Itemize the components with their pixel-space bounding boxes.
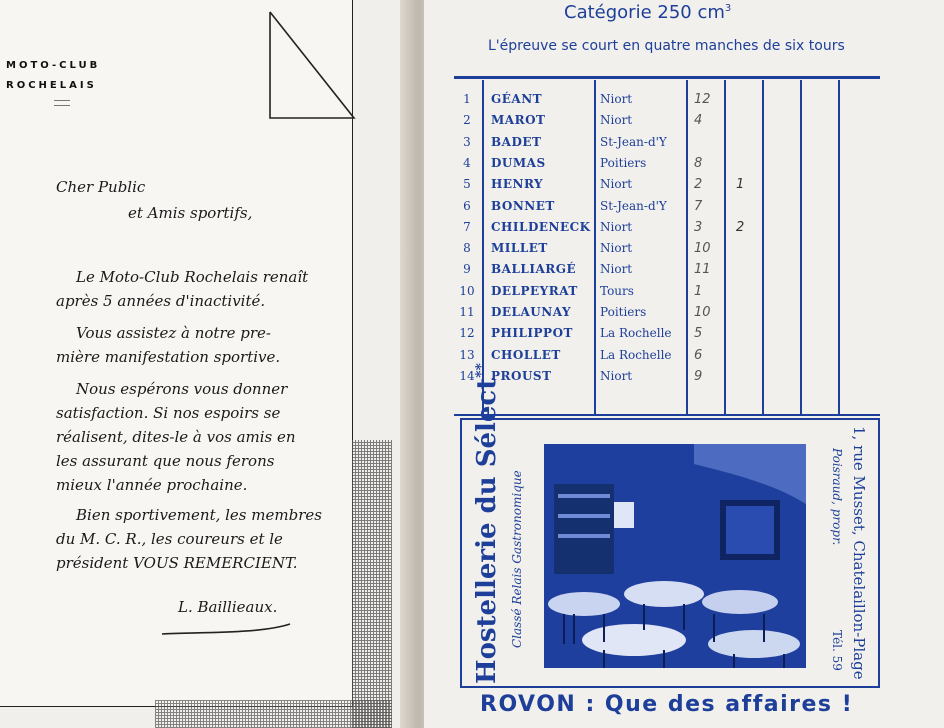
table-row: [424, 326, 884, 347]
para3-line5: mieux l'année prochaine.: [56, 476, 248, 494]
rider-name: GÉANT: [491, 92, 543, 106]
signature-underline: [160, 618, 300, 638]
heat1-result: 8: [694, 155, 703, 171]
heat1-result: 6: [694, 347, 703, 363]
para3-line1: Nous espérons vous donner: [76, 380, 288, 398]
rider-number: 10: [459, 283, 475, 298]
greeting-line2: et Amis sportifs,: [128, 204, 253, 222]
heat1-result: 7: [694, 198, 703, 214]
heat1-result: 10: [694, 305, 711, 320]
table-bottom-rule: [454, 414, 880, 416]
ad-hotel-stars: **: [473, 363, 490, 378]
rider-number: 3: [463, 134, 471, 149]
table-row: [424, 262, 884, 283]
ad-telephone: Tél. 59: [830, 630, 844, 671]
club-name-line1: MOTO-CLUB: [6, 60, 101, 71]
rider-number: 12: [459, 326, 475, 341]
rider-city: Niort: [600, 92, 633, 106]
ad-hotel-name-text: Hostellerie du Sélect: [472, 377, 502, 684]
rider-name: PHILIPPOT: [491, 326, 573, 341]
rider-number: 11: [459, 305, 475, 319]
rider-name: CHILDENECK: [491, 219, 591, 234]
heat1-result: 9: [694, 368, 703, 384]
ad-address: 1, rue Musset, Chatelaillon-Plage: [850, 426, 868, 680]
rider-name: DELAUNAY: [491, 305, 572, 319]
heat2-result: 2: [736, 219, 745, 235]
ad-owner: Poisraud, propr.: [830, 448, 844, 546]
rider-name: DELPEYRAT: [491, 283, 578, 298]
rider-number: 5: [463, 177, 471, 192]
category-subtitle: L'épreuve se court en quatre manches de six tours: [488, 38, 845, 54]
rider-name: BALLIARGÉ: [491, 262, 577, 277]
rider-name: DUMAS: [491, 155, 546, 170]
table-row: [424, 220, 884, 241]
table-row: [424, 113, 884, 134]
para1-line1: Le Moto-Club Rochelais renaît: [76, 268, 309, 286]
hatched-shadow-bottom: [155, 700, 392, 728]
rider-number: 8: [463, 241, 471, 256]
signature: L. Baillieaux.: [178, 598, 278, 616]
hatched-shadow-right: [352, 440, 392, 728]
rider-city: Poitiers: [600, 155, 647, 170]
rider-name: MILLET: [491, 241, 548, 256]
table-row: [424, 177, 884, 198]
greeting-line1: Cher Public: [56, 178, 146, 196]
restaurant-photo: [544, 444, 806, 668]
rider-number: 7: [463, 219, 471, 234]
rider-number: 2: [463, 113, 471, 128]
rider-city: Niort: [600, 113, 633, 128]
table-row: [424, 156, 884, 177]
ad-top-rule: [460, 418, 880, 420]
rider-city: Poitiers: [600, 305, 647, 319]
rider-number: 13: [459, 347, 475, 362]
rider-number: 9: [463, 262, 471, 277]
rider-city: Tours: [600, 283, 634, 298]
table-row: [424, 305, 884, 326]
para3-line2: satisfaction. Si nos espoirs se: [56, 404, 281, 422]
heat1-result: 1: [694, 283, 703, 299]
rider-city: Niort: [600, 368, 633, 383]
rider-number: 1: [463, 92, 471, 106]
rider-city: Niort: [600, 177, 633, 192]
right-page: [424, 0, 944, 728]
table-row: [424, 92, 884, 113]
rider-city: St-Jean-d'Y: [600, 198, 667, 213]
rider-name: MAROT: [491, 113, 546, 128]
rider-city: St-Jean-d'Y: [600, 134, 667, 149]
rider-city: La Rochelle: [600, 347, 672, 362]
rider-city: Niort: [600, 262, 633, 277]
category-title-text: Catégorie 250 cm: [564, 2, 725, 23]
para3-line3: réalisent, dites-le à vos amis en: [56, 428, 296, 446]
para2-line2: mière manifestation sportive.: [56, 348, 281, 366]
rider-name: PROUST: [491, 368, 552, 383]
table-row: [424, 284, 884, 305]
rider-name: BONNET: [491, 198, 555, 213]
rider-name: CHOLLET: [491, 347, 561, 362]
heat2-result: 1: [736, 177, 745, 193]
rider-name: BADET: [491, 134, 542, 149]
heat1-result: 5: [694, 326, 703, 342]
ad-tagline: Classé Relais Gastronomique: [510, 470, 524, 648]
para1-line2: après 5 années d'inactivité.: [56, 292, 266, 310]
restaurant-photo-graphic: [544, 444, 806, 668]
table-top-rule: [454, 76, 880, 79]
footer-advert: ROVON : Que des affaires !: [480, 692, 854, 717]
rider-number: 14: [459, 368, 475, 383]
rider-number: 6: [463, 198, 471, 213]
rider-name: HENRY: [491, 177, 544, 192]
left-page: [0, 0, 418, 728]
club-logo-mark: [54, 100, 70, 106]
ad-left-rule: [460, 418, 462, 688]
ad-hotel-name: [472, 363, 502, 684]
para4-line3: président VOUS REMERCIENT.: [56, 554, 298, 572]
heat1-result: 2: [694, 177, 703, 193]
heat1-result: 3: [694, 219, 703, 235]
heat1-result: 12: [694, 92, 711, 107]
heat1-result: 11: [694, 262, 711, 278]
table-row: [424, 199, 884, 220]
table-row: [424, 241, 884, 262]
rider-number: 4: [463, 155, 471, 170]
para4-line1: Bien sportivement, les membres: [76, 506, 322, 524]
rider-city: Niort: [600, 241, 633, 256]
rider-city: Niort: [600, 219, 633, 234]
rider-city: La Rochelle: [600, 326, 672, 341]
club-name-line2: ROCHELAIS: [6, 80, 97, 91]
para3-line4: les assurant que nous ferons: [56, 452, 275, 470]
folded-corner-graphic: [268, 10, 358, 120]
heat1-result: 10: [694, 241, 711, 257]
para2-line1: Vous assistez à notre pre-: [76, 324, 271, 342]
ad-bottom-rule: [460, 686, 880, 688]
ad-right-rule: [878, 418, 880, 688]
table-row: [424, 135, 884, 156]
category-title: [564, 2, 731, 23]
para4-line2: du M. C. R., les coureurs et le: [56, 530, 283, 548]
heat1-result: 4: [694, 113, 703, 129]
category-title-superscript: 3: [724, 3, 732, 14]
